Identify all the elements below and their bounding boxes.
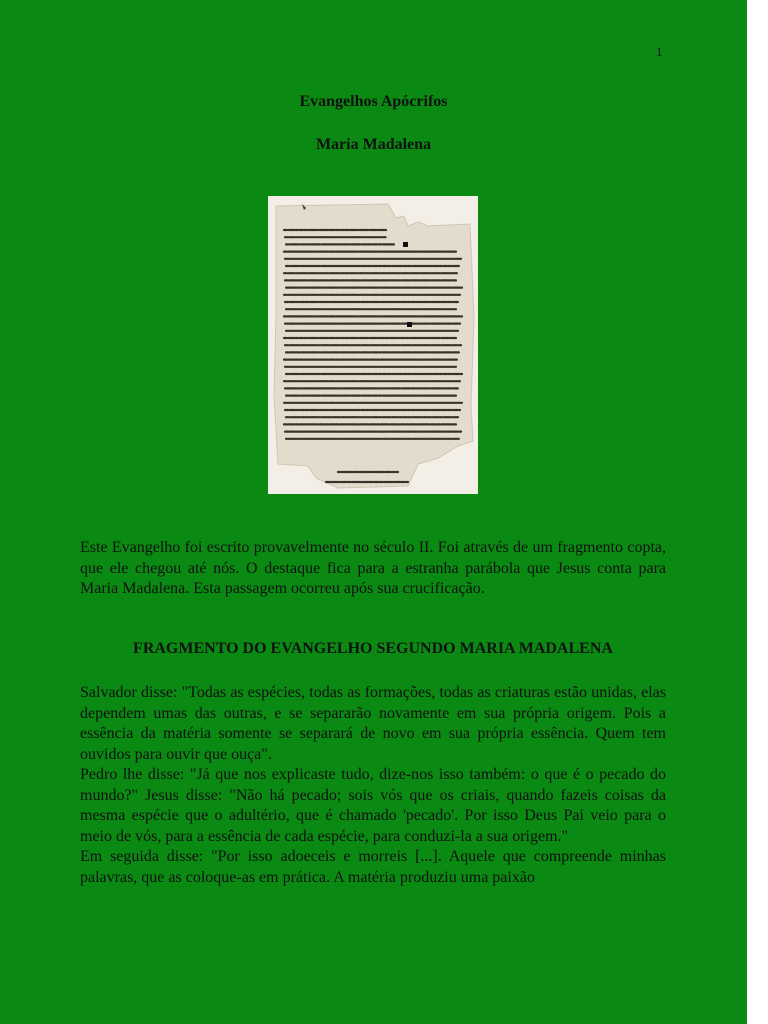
page-margin: [747, 0, 768, 1024]
papyrus-manuscript-image: [268, 196, 478, 494]
fragment-paragraph: Salvador disse: "Todas as espécies, todas as formações, todas as criaturas estão unidas, elas dependem umas das outras, e se separarão novamente em sua própria origem. Pois a essência da matéria somente se separará de novo em sua própria essência. Quem tem ouvidos para ouvir que ouça".: [80, 684, 666, 763]
fragment-paragraph: Pedro lhe disse: "Já que nos explicaste tudo, dize-nos isso também: o que é o pecado do mundo?" Jesus disse: "Não há pecado; sois vós que os criais, quando fazeis coisas da mesma espécie que o adultério, que é chamado 'pecado'. Por isso Deus Pai veio para o meio de vós, para a essência de cada espécie, para conduzi-la a sua origem.": [80, 766, 666, 845]
page-number: 1: [656, 44, 663, 59]
fragment-paragraph: Em seguida disse: "Por isso adoeceis e morreis [...]. Aquele que compreende minhas palavras, que as coloque-as em prática. A matéria produziu uma paixão: [80, 848, 666, 886]
document-title: Evangelhos Apócrifos: [299, 93, 448, 110]
document-subtitle: Maria Madalena: [315, 136, 432, 153]
fragment-heading: FRAGMENTO DO EVANGELHO SEGUNDO MARIA MADALENA: [133, 640, 613, 657]
fragment-body: [80, 683, 666, 888]
intro-paragraph: Este Evangelho foi escrito provavelmente no século II. Foi através de um fragmento copta, que ele chegou até nós. O destaque fica para a estranha parábola que Jesus conta para Maria Madalena. Esta passagem ocorreu após sua crucificação.: [80, 539, 666, 597]
